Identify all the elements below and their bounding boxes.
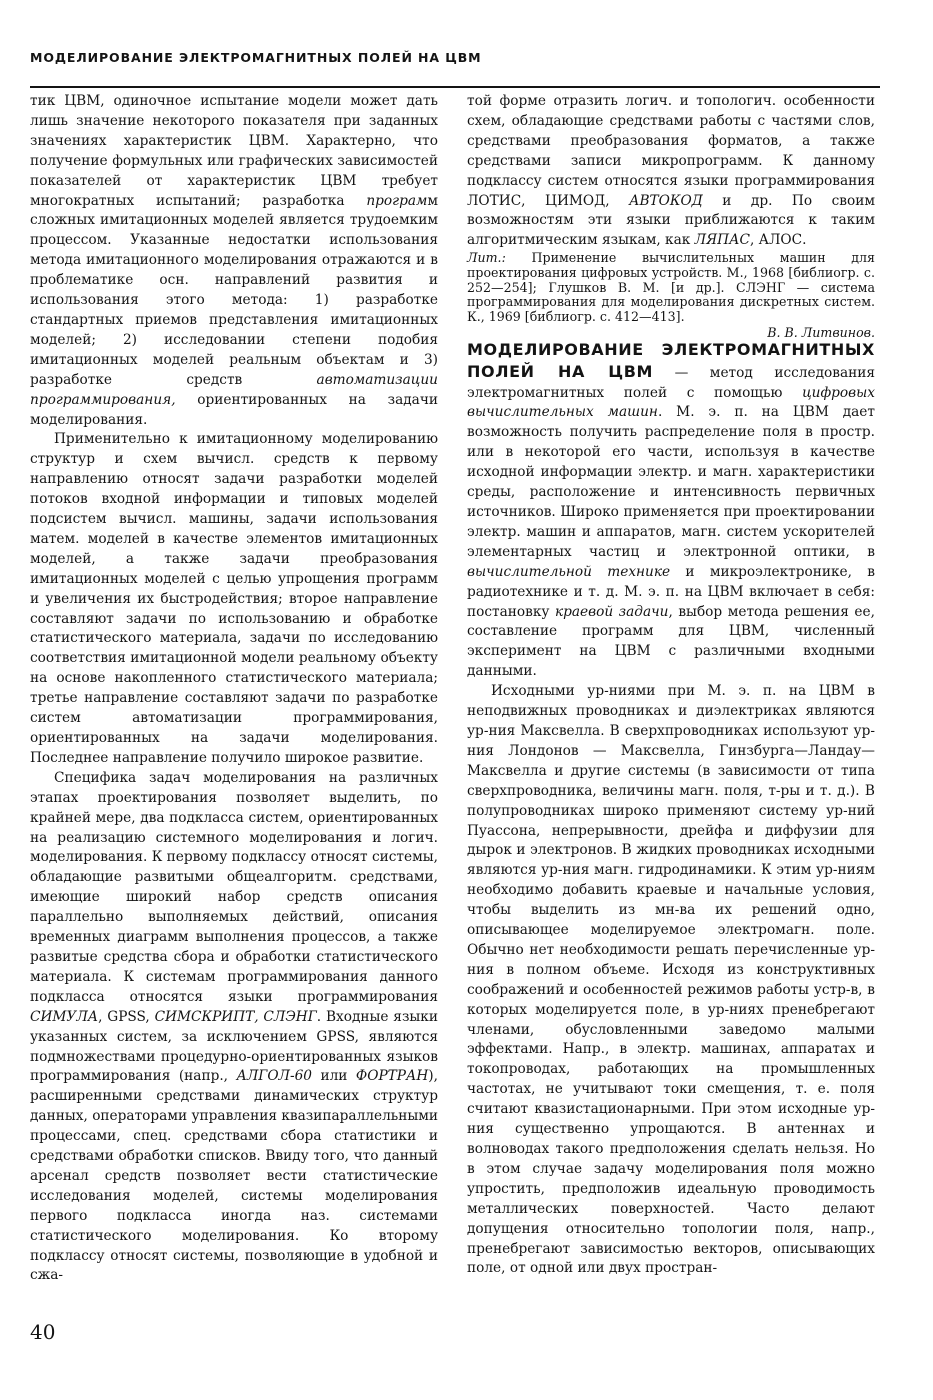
entry-headword: МОДЕЛИРОВАНИЕ ЭЛЕКТРОМАГНИТНЫХ ПОЛЕЙ НА ЦВМ [467, 339, 875, 381]
left-paragraph-3 [30, 769, 438, 1287]
text-run: и микроэлектронике, в радиотехнике и т. д. М. э. п. на ЦВМ включает в себя: постановку [467, 563, 875, 620]
text-run: , GPSS, [98, 1008, 155, 1025]
right-paragraph-3: Исходными ур-ниями при М. э. п. на ЦВМ в неподвижных проводниках и диэлектриках являются ур-ния Максвелла. В сверхпроводниках используют ур-ния Лондонов — Максвелла, Гинзбурга—Ландау—Максвелла и другие системы (в зависимости от типа сверхпроводника, величины магн. поля, т-ры и т. д.). В полупроводниках широко применяют систему ур-ний Пуассона, непрерывности, дрейфа и диффузии для дырок и электронов. В жидких проводниках исходными являются ур-ния магн. гидродинамики. К этим ур-ниям необходимо добавить краевые и начальные условия, чтобы выделить из мн-ва их решений одно, описывающее моделируемое электромагн. поле. Обычно нет необходимости решать перечисленные ур-ния в полном объеме. Исходя из конструктивных соображений и особенностей режимов работы устр-в, в которых моделируется поле, в ур-ниях пренебрегают членами, обусловленными заведомо малыми эффектами. Напр., в электр. машинах, аппаратах и токопроводах, работающих на промышленных частотах, не учитывают токи смещения, т. е. поля считают квазистационарными. При этом исходные ур-ния существенно упрощаются. В антеннах и волноводах такого предположения сделать нельзя. Но в этом случае задачу моделирования поля можно упростить, предположив идеальную проводимость металлических поверхностей. Часто делают допущения относительно топологии поля, напр., пренебрегают зависимостью векторов, описывающих поле, от одной или двух простран- [467, 683, 875, 1277]
text-run: , выбор метода решения ее, составление программ для ЦВМ, численный эксперимент на ЦВМ с различными входными данными. [467, 603, 875, 680]
text-run: . Входные языки указанных систем, за исключением GPSS, являются подмножествами процедурно-ориентированных языков программирования (напр., [30, 1008, 438, 1085]
italic-run: СИМСКРИПТ, СЛЭНГ [154, 1008, 317, 1025]
text-run: Специфика задач моделирования на различных этапах проектирования позволяет выделить, по крайней мере, два подкласса систем, ориентированных на реализацию системного моделирования и логич. моделирования. К первому подклассу относят системы, обладающие развитыми общеалгоритм. средствами, имеющие широкий набор средств описания параллельно выполняемых действий, описания временных диаграмм выполнения процессов, а также развитые средства сбора и обработки статистического материала. К системам программирования данного подкласса относятся языки программирования [30, 769, 438, 1005]
text-run: ), расширенными средствами динамических структур данных, операторами управления квазипараллельными процессами, спец. средствами сбора статистики и средствами обработки списков. Ввиду того, что данный арсенал средств позволяет вести статистические исследования моделей, системы моделирования первого подкласса иногда наз. системами статистического моделирования. Ко второму подклассу относят системы, позволяющие в удобной и сжа- [30, 1068, 438, 1284]
text-run: , АЛОС. [749, 232, 807, 249]
italic-run: програм [366, 192, 428, 209]
literature-text: Применение вычислительных машин для проектирования цифровых устройств. М., 1968 [библиогр. с. 252—254]; Глушков В. М. [и др.]. СЛЭНГ — система программирования для моделирования дискретных систем. К., 1969 [библиогр. с. 412—413]. [467, 250, 875, 325]
text-run: или [312, 1068, 356, 1085]
italic-run: ФОРТРАН [355, 1068, 429, 1085]
running-header: МОДЕЛИРОВАНИЕ ЭЛЕКТРОМАГНИТНЫХ ПОЛЕЙ НА ЦВМ [30, 50, 482, 65]
text-run: той форме отразить логич. и топологич. особенности схем, обладающие средствами работы с частями слов, средствами преобразования форматов, а также средствами записи микропрограмм. К данному подклассу систем относятся языки программирования ЛОТИС, ЦИМОД, [467, 93, 875, 209]
italic-run: краевой задачи [554, 603, 669, 620]
text-run: м сложных имитационных моделей является трудоемким процессом. Указанные недостатки использования метода имитационного моделирования отражаются и в проблематике осн. направлений развития и использования этого метода: 1) разработке стандартных приемов представления имитационных моделей; 2) исследовании степени подобия имитационных моделей реальным объектам и 3) разработке средств [30, 192, 438, 388]
text-run: — метод исследования электромагнитных полей с помощью [467, 364, 875, 401]
page-number: 40 [30, 1320, 56, 1344]
left-paragraph-1 [30, 92, 438, 430]
literature-references [467, 251, 875, 325]
article-author: В. В. Литвинов. [767, 324, 875, 340]
italic-run: АЛГОЛ-60 [236, 1068, 313, 1085]
italic-run: автоматизации программирования, [30, 371, 438, 408]
header-rule [30, 86, 880, 88]
left-paragraph-2: Применительно к имитационному моделированию структур и схем вычисл. средств к первому направлению относят задачи разработки моделей потоков входной информации и типовых моделей подсистем вычисл. машины, задачи использования матем. моделей в качестве элементов имитационных моделей, а также задачи преобразования имитационных моделей с целью упрощения программ и увеличения их быстродействия; второе направление составляют задачи по использованию и обработке статистического материала, задачи по исследованию соответствия имитационной модели реальному объекту на основе накопленного статистического материала; третье направление составляют задачи по разработке систем автоматизации программирования, ориентированных на задачи моделирования. Последнее направление получило широкое развитие. [30, 431, 438, 766]
text-run: ориентированных на задачи моделирования. [30, 391, 438, 428]
right-paragraph-1 [467, 92, 875, 251]
text-run: и др. По своим возможностям эти языки приближаются к таким алгоритмическим языкам, как [467, 192, 875, 249]
text-run: . М. э. п. на ЦВМ дает возможность получить распределение поля в простр. или в некоторой его части, используя в качестве исходной информации электр. и магн. характеристики среды, расположение и интенсивность первичных источников. Широко применяется при проектировании электр. машин и аппаратов, магн. систем ускорителей элементарных частиц и электронной оптики, в [467, 404, 875, 560]
text-run: тик ЦВМ, одиночное испытание модели может дать лишь значение некоторого показателя при заданных значениях характеристик ЦВМ. Характерно, что получение формульных или графических зависимостей показателей от характеристик ЦВМ требует многократных испытаний; разработка [30, 93, 438, 209]
italic-run: вычислительной технике [467, 563, 671, 580]
literature-label: Лит.: [467, 250, 506, 266]
right-column [467, 92, 875, 1279]
italic-run: ЛЯПАС [694, 232, 750, 249]
right-paragraph-2 [467, 340, 875, 682]
italic-run: АВТОКОД [629, 192, 703, 209]
italic-run: цифровых вычислительных машин [467, 384, 875, 421]
left-column [30, 92, 438, 1286]
italic-run: СИМУЛА [30, 1008, 99, 1025]
